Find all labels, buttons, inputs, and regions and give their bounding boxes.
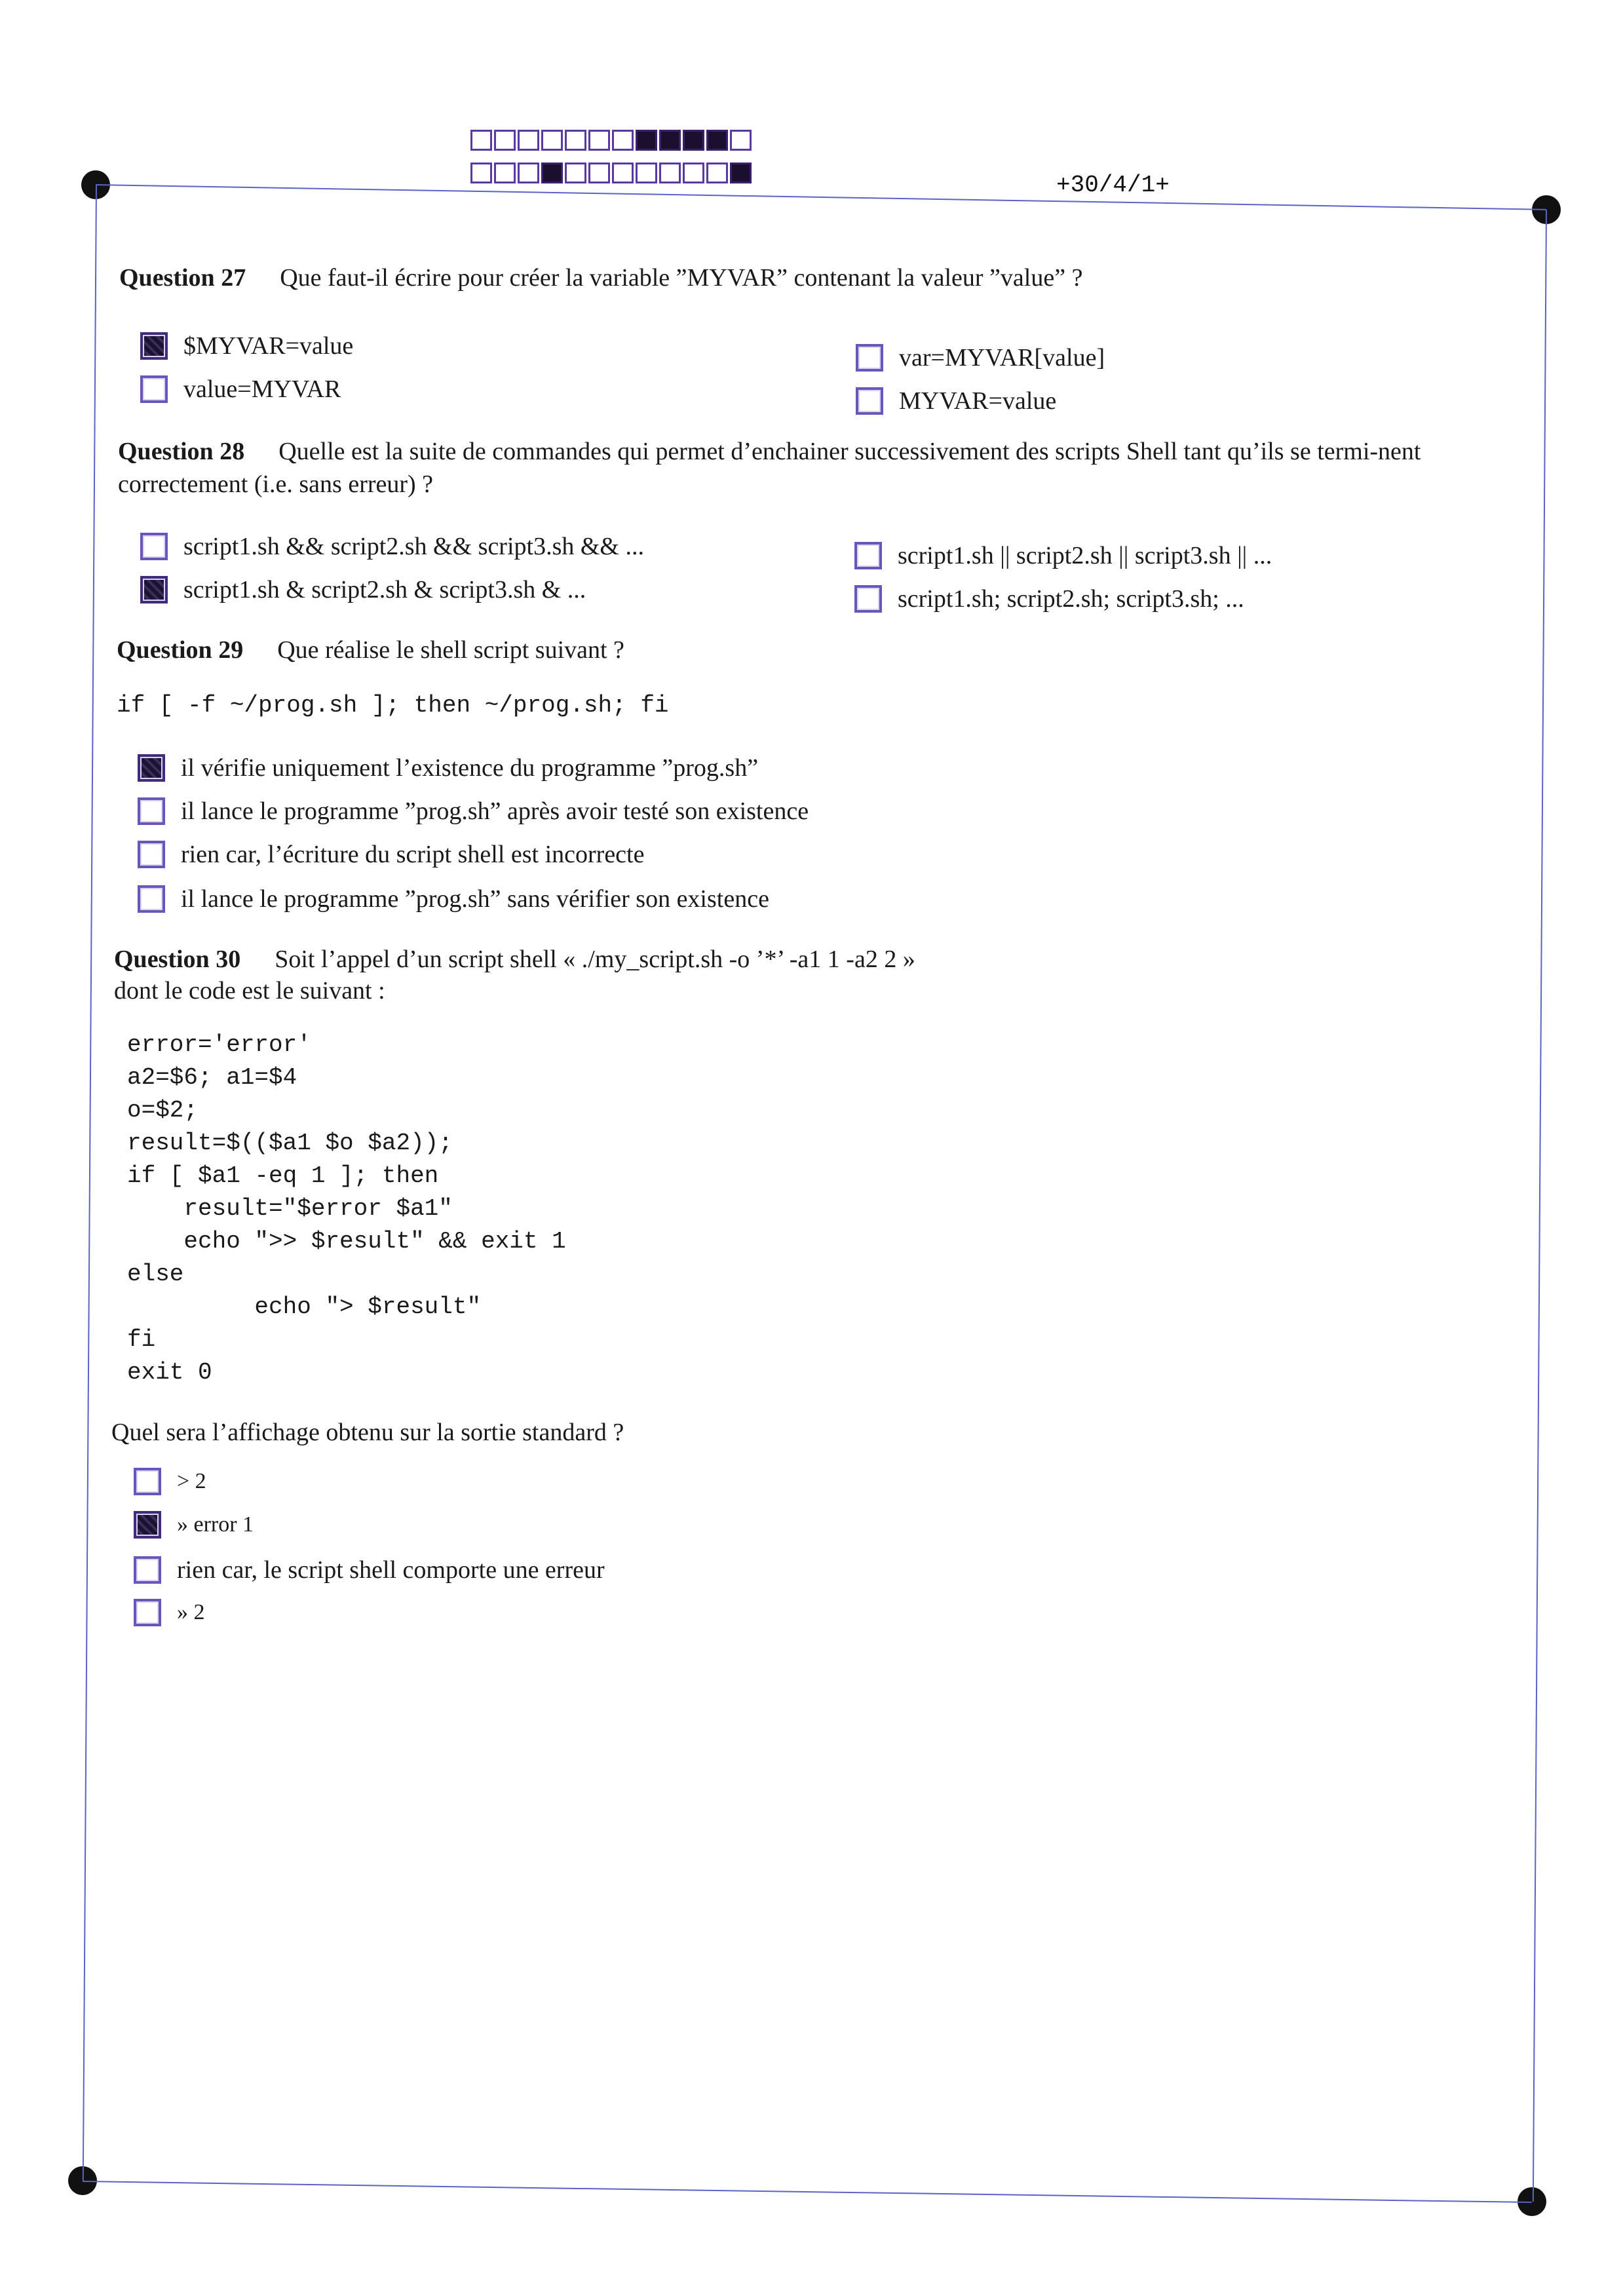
binary-cell — [706, 163, 728, 183]
frame-bottom — [83, 2181, 1532, 2203]
binary-cell — [588, 130, 610, 151]
question-label: Question 29 — [117, 636, 244, 664]
question-text-line-2: dont le code est le suivant : — [114, 977, 385, 1004]
checkbox[interactable] — [140, 533, 168, 560]
binary-cell — [494, 163, 516, 183]
option-label: value=MYVAR — [183, 375, 341, 403]
binary-cell — [659, 130, 681, 151]
q28-option-3[interactable] — [854, 541, 1272, 570]
q30-option-4[interactable] — [134, 1599, 205, 1626]
checkbox[interactable] — [140, 576, 168, 603]
binary-cell — [612, 163, 634, 183]
binary-cell — [541, 163, 563, 183]
checkbox[interactable] — [134, 1468, 161, 1495]
binary-cell — [565, 130, 586, 151]
checkbox[interactable] — [134, 1556, 161, 1584]
question-text: Soit l’appel d’un script shell « ./my_script.sh -o ’*’ -a1 1 -a2 2 » — [275, 946, 915, 973]
frame-top — [96, 184, 1546, 210]
checkbox[interactable] — [138, 885, 165, 913]
binary-cell — [588, 163, 610, 183]
q29-option-2[interactable] — [138, 797, 809, 826]
option-label: il lance le programme ”prog.sh” après avoir testé son existence — [181, 797, 809, 825]
code-line: fi — [127, 1326, 156, 1353]
option-label: script1.sh & script2.sh & script3.sh & ... — [183, 576, 586, 603]
frame-right — [1533, 210, 1547, 2202]
page-id: +30/4/1+ — [1056, 172, 1170, 199]
checkbox[interactable] — [140, 375, 168, 403]
q29-option-1[interactable] — [138, 754, 758, 782]
question-prompt: Quel sera l’affichage obtenu sur la sortie standard ? — [111, 1419, 624, 1446]
binary-cell — [612, 130, 634, 151]
checkbox[interactable] — [138, 841, 165, 868]
q28-option-2[interactable] — [140, 575, 586, 604]
question-28 — [118, 435, 1527, 501]
q30-option-1[interactable] — [134, 1468, 206, 1495]
checkbox[interactable] — [856, 344, 883, 372]
question-label: Question 28 — [118, 438, 245, 465]
q29-option-4[interactable] — [138, 885, 769, 913]
code-line: result="$error $a1" — [127, 1195, 453, 1222]
option-label: MYVAR=value — [899, 387, 1057, 415]
q28-option-4[interactable] — [854, 584, 1244, 613]
binary-cell — [636, 163, 657, 183]
binary-cell — [518, 163, 539, 183]
option-label: $MYVAR=value — [183, 332, 354, 360]
code-line: o=$2; — [127, 1097, 199, 1124]
option-label: » error 1 — [177, 1512, 254, 1537]
q28-option-1[interactable] — [140, 532, 644, 561]
q27-option-2[interactable] — [140, 375, 341, 404]
question-label: Question 30 — [114, 946, 241, 973]
binary-cell — [565, 163, 586, 183]
q27-option-1[interactable] — [140, 332, 353, 360]
code-line: else — [127, 1261, 184, 1288]
question-29 — [117, 634, 624, 666]
question-text: Que faut-il écrire pour créer la variable ”MYVAR” contenant la valeur ”value” ? — [280, 264, 1083, 292]
checkbox[interactable] — [854, 585, 882, 613]
checkbox[interactable] — [138, 797, 165, 825]
code-line: a2=$6; a1=$4 — [127, 1064, 297, 1091]
binary-cell — [683, 130, 704, 151]
binary-cell — [470, 163, 492, 183]
binary-cell — [730, 163, 752, 183]
option-label: var=MYVAR[value] — [899, 344, 1105, 372]
question-30 — [114, 944, 915, 975]
option-label: script1.sh || script2.sh || script3.sh || ... — [898, 542, 1272, 569]
option-label: » 2 — [177, 1600, 205, 1624]
option-label: il vérifie uniquement l’existence du programme ”prog.sh” — [181, 754, 759, 782]
q29-option-3[interactable] — [138, 840, 644, 869]
option-label: rien car, le script shell comporte une erreur — [177, 1556, 605, 1584]
binary-id-row-1 — [470, 130, 754, 155]
code-snippet: if [ -f ~/prog.sh ]; then ~/prog.sh; fi — [117, 692, 669, 719]
checkbox[interactable] — [856, 387, 883, 415]
binary-cell — [494, 130, 516, 151]
code-line: echo ">> $result" && exit 1 — [127, 1228, 566, 1255]
code-line: exit 0 — [127, 1359, 212, 1386]
option-label: script1.sh; script2.sh; script3.sh; ... — [898, 585, 1244, 613]
checkbox[interactable] — [134, 1599, 161, 1626]
code-line: echo "> $result" — [127, 1293, 482, 1320]
binary-cell — [683, 163, 704, 183]
code-line: if [ $a1 -eq 1 ]; then — [127, 1162, 439, 1189]
q27-option-4[interactable] — [856, 387, 1056, 415]
frame-left — [83, 185, 97, 2181]
checkbox[interactable] — [854, 542, 882, 569]
checkbox[interactable] — [138, 754, 165, 782]
binary-cell — [470, 130, 492, 151]
question-label: Question 27 — [119, 264, 246, 292]
option-label: rien car, l’écriture du script shell est incorrecte — [181, 841, 645, 868]
question-text: Que réalise le shell script suivant ? — [277, 636, 624, 664]
q30-option-2[interactable] — [134, 1511, 254, 1539]
checkbox[interactable] — [140, 332, 168, 360]
binary-cell — [518, 130, 539, 151]
binary-cell — [730, 130, 752, 151]
option-label: > 2 — [177, 1469, 206, 1493]
question-27 — [119, 262, 1082, 294]
question-text: Quelle est la suite de commandes qui permet d’enchainer successivement des scripts Shell tant qu’ils se termi-nent correctement (i.e. sans erreur) ? — [118, 438, 1421, 498]
checkbox[interactable] — [134, 1511, 161, 1539]
q30-option-3[interactable] — [134, 1556, 605, 1584]
code-line: result=$(($a1 $o $a2)); — [127, 1130, 453, 1157]
binary-id-row-2 — [470, 163, 754, 187]
binary-cell — [636, 130, 657, 151]
binary-cell — [541, 130, 563, 151]
q27-option-3[interactable] — [856, 343, 1105, 372]
option-label: script1.sh && script2.sh && script3.sh && ... — [183, 533, 644, 560]
binary-cell — [659, 163, 681, 183]
code-line: error='error' — [127, 1031, 311, 1058]
binary-cell — [706, 130, 728, 151]
option-label: il lance le programme ”prog.sh” sans vérifier son existence — [181, 885, 769, 913]
